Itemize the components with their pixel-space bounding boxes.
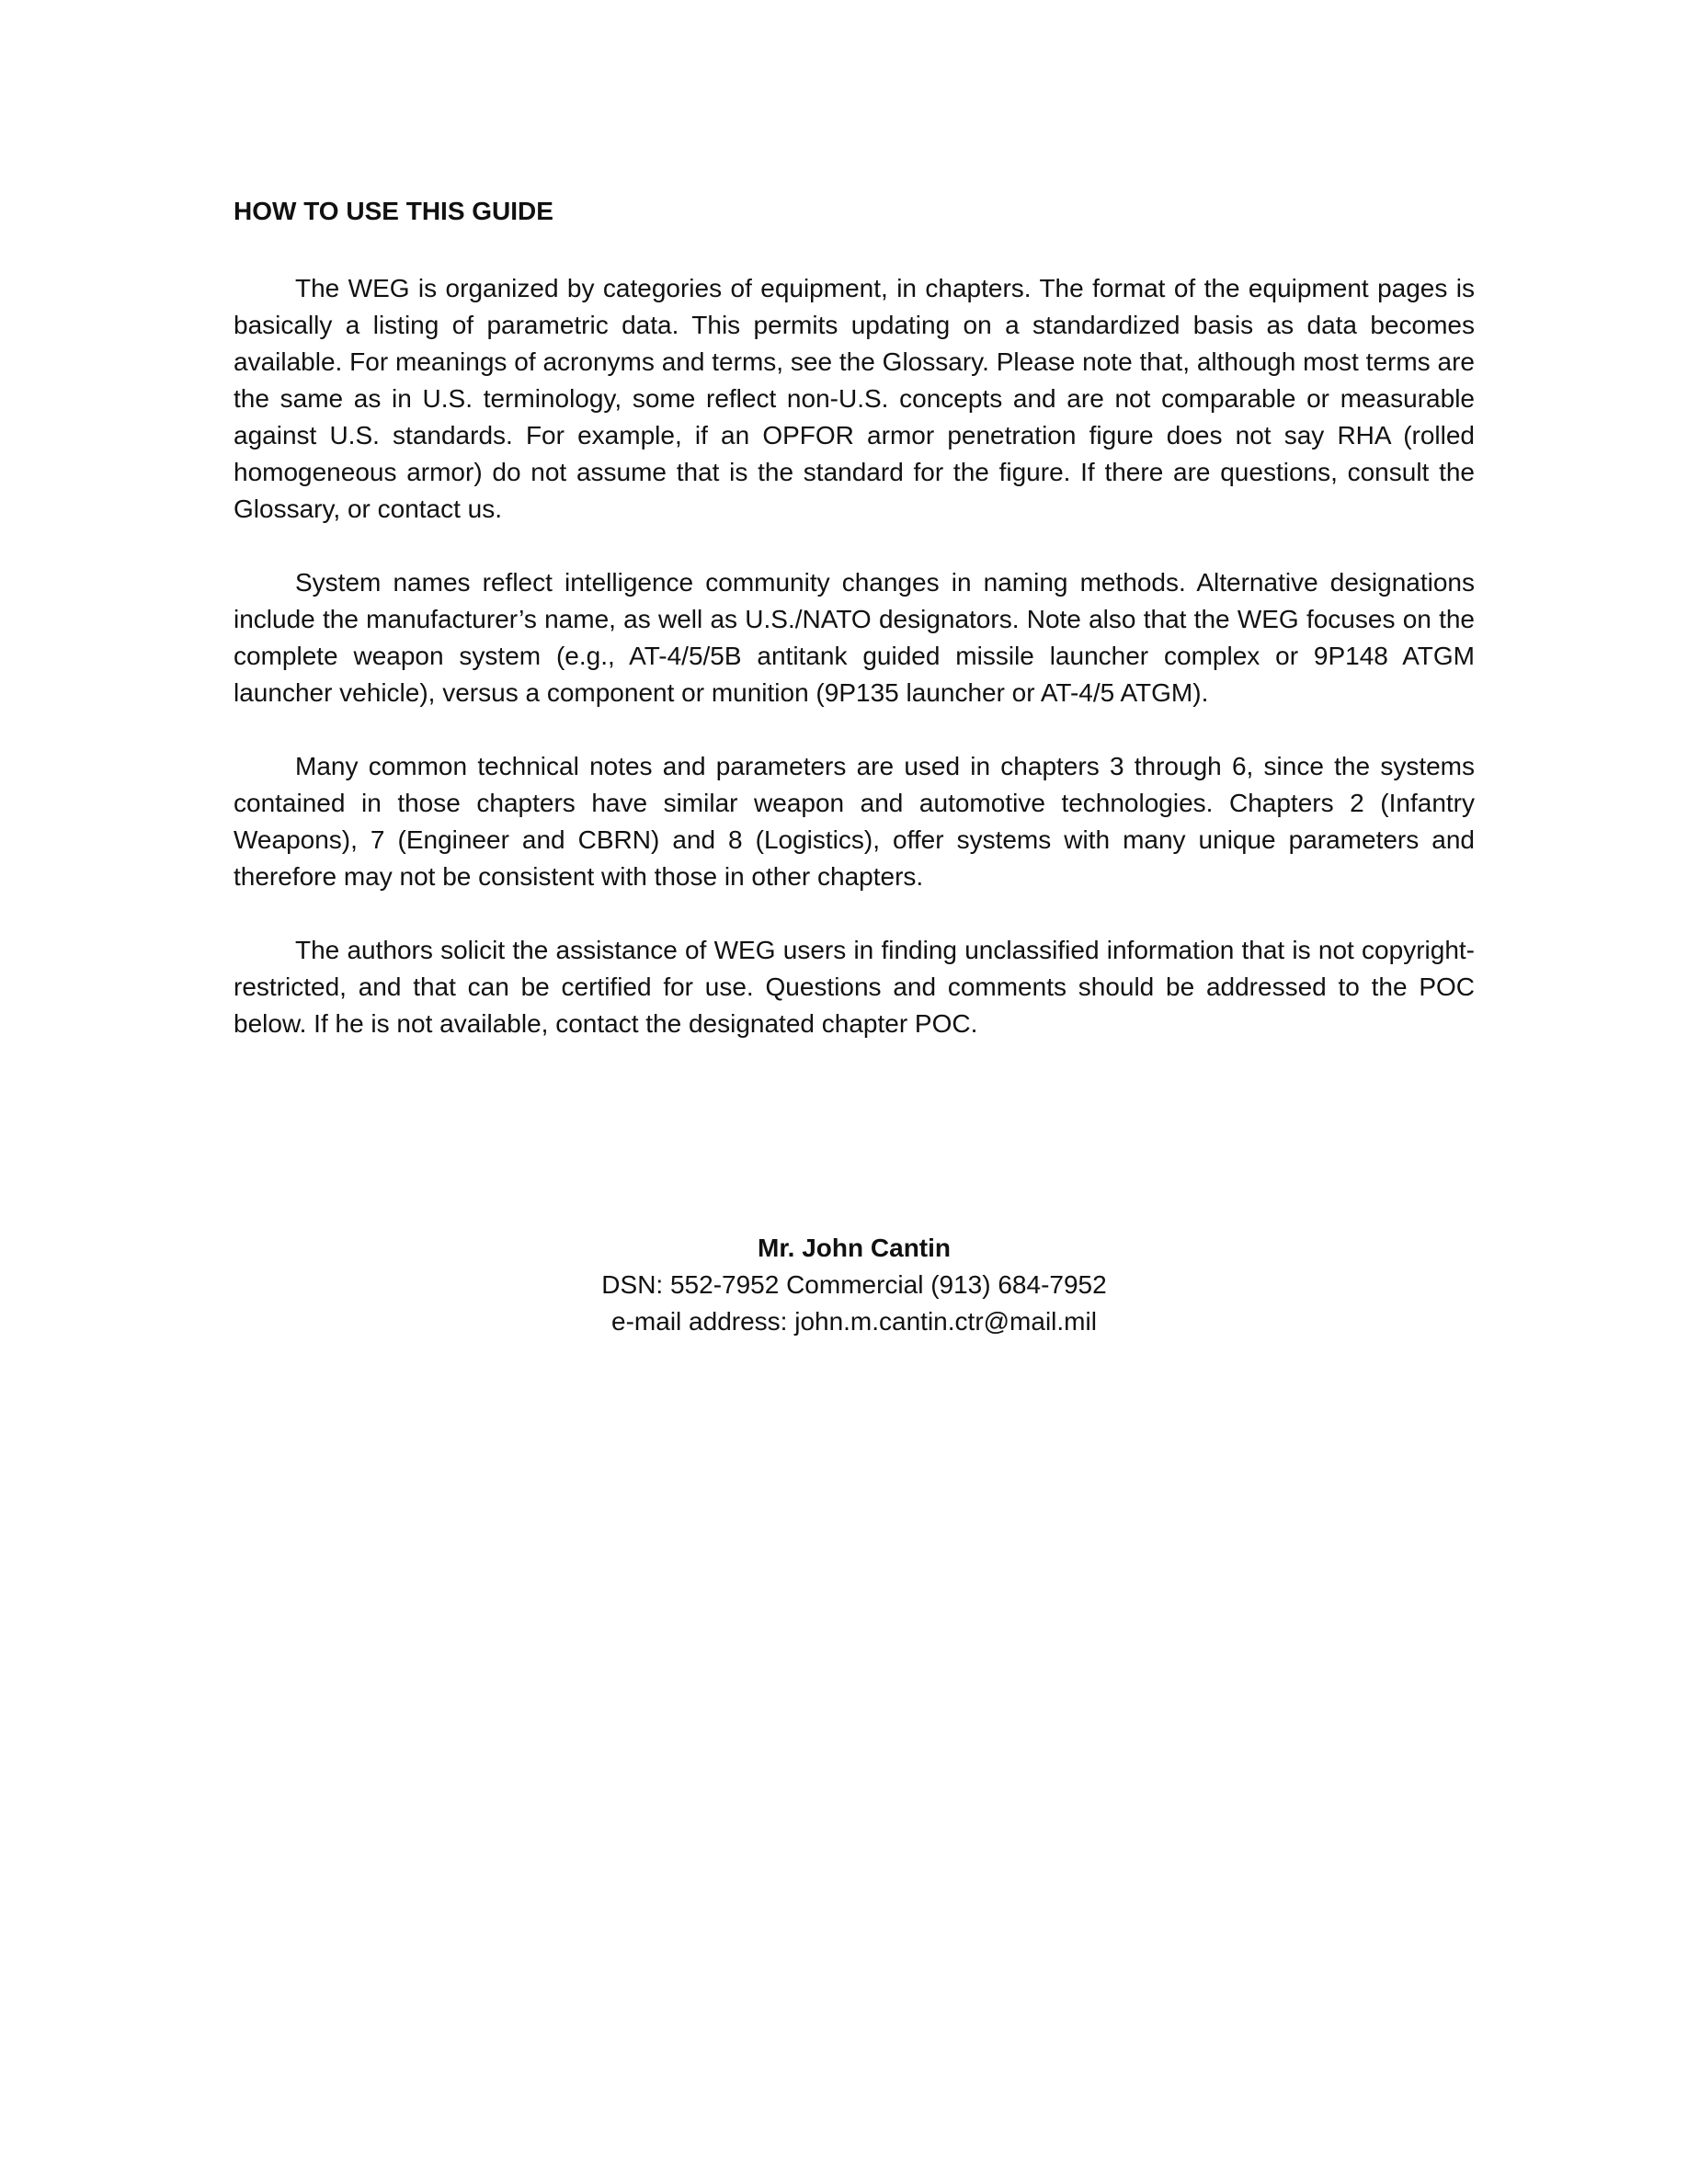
- paragraph-technical-notes: Many common technical notes and parameters are used in chapters 3 through 6, since the systems contained in those chapters have similar weapon and automotive technologies. Chapters 2 (Infantry Weapons), 7 (Engineer and CBRN) and 8 (Logistics), offer systems with many unique parameters and therefore may not be consistent with those in other chapters.: [234, 752, 1475, 891]
- poc-name: Mr. John Cantin: [758, 1234, 951, 1262]
- poc-contact-block: [234, 1230, 1475, 1340]
- paragraph-system-names: System names reflect intelligence community changes in naming methods. Alternative designations include the manufacturer’s name, as well as U.S./NATO designators. Note also that the WEG focuses on the complete weapon system (e.g., AT-4/5/5B antitank guided missile launcher complex or 9P148 ATGM launcher vehicle), versus a component or munition (9P135 launcher or AT-4/5 ATGM).: [234, 568, 1475, 707]
- paragraph-organization: The WEG is organized by categories of equipment, in chapters. The format of the equipment pages is basically a listing of parametric data. This permits updating on a standardized basis as data becomes available. For meanings of acronyms and terms, see the Glossary. Please note that, although most terms are the same as in U.S. terminology, some reflect non-U.S. concepts and are not comparable or measurable against U.S. standards. For example, if an OPFOR armor penetration figure does not say RHA (rolled homogeneous armor) do not assume that is the standard for the figure. If there are questions, consult the Glossary, or contact us.: [234, 274, 1475, 523]
- poc-email: e-mail address: john.m.cantin.ctr@mail.mil: [611, 1307, 1097, 1336]
- section-heading: HOW TO USE THIS GUIDE: [234, 197, 553, 225]
- document-body: [234, 193, 1475, 1079]
- paragraph-assistance: The authors solicit the assistance of WEG users in finding unclassified information that is not copyright-restricted, and that can be certified for use. Questions and comments should be addressed to the POC below. If he is not available, contact the designated chapter POC.: [234, 936, 1475, 1038]
- poc-phone: DSN: 552-7952 Commercial (913) 684-7952: [601, 1270, 1107, 1299]
